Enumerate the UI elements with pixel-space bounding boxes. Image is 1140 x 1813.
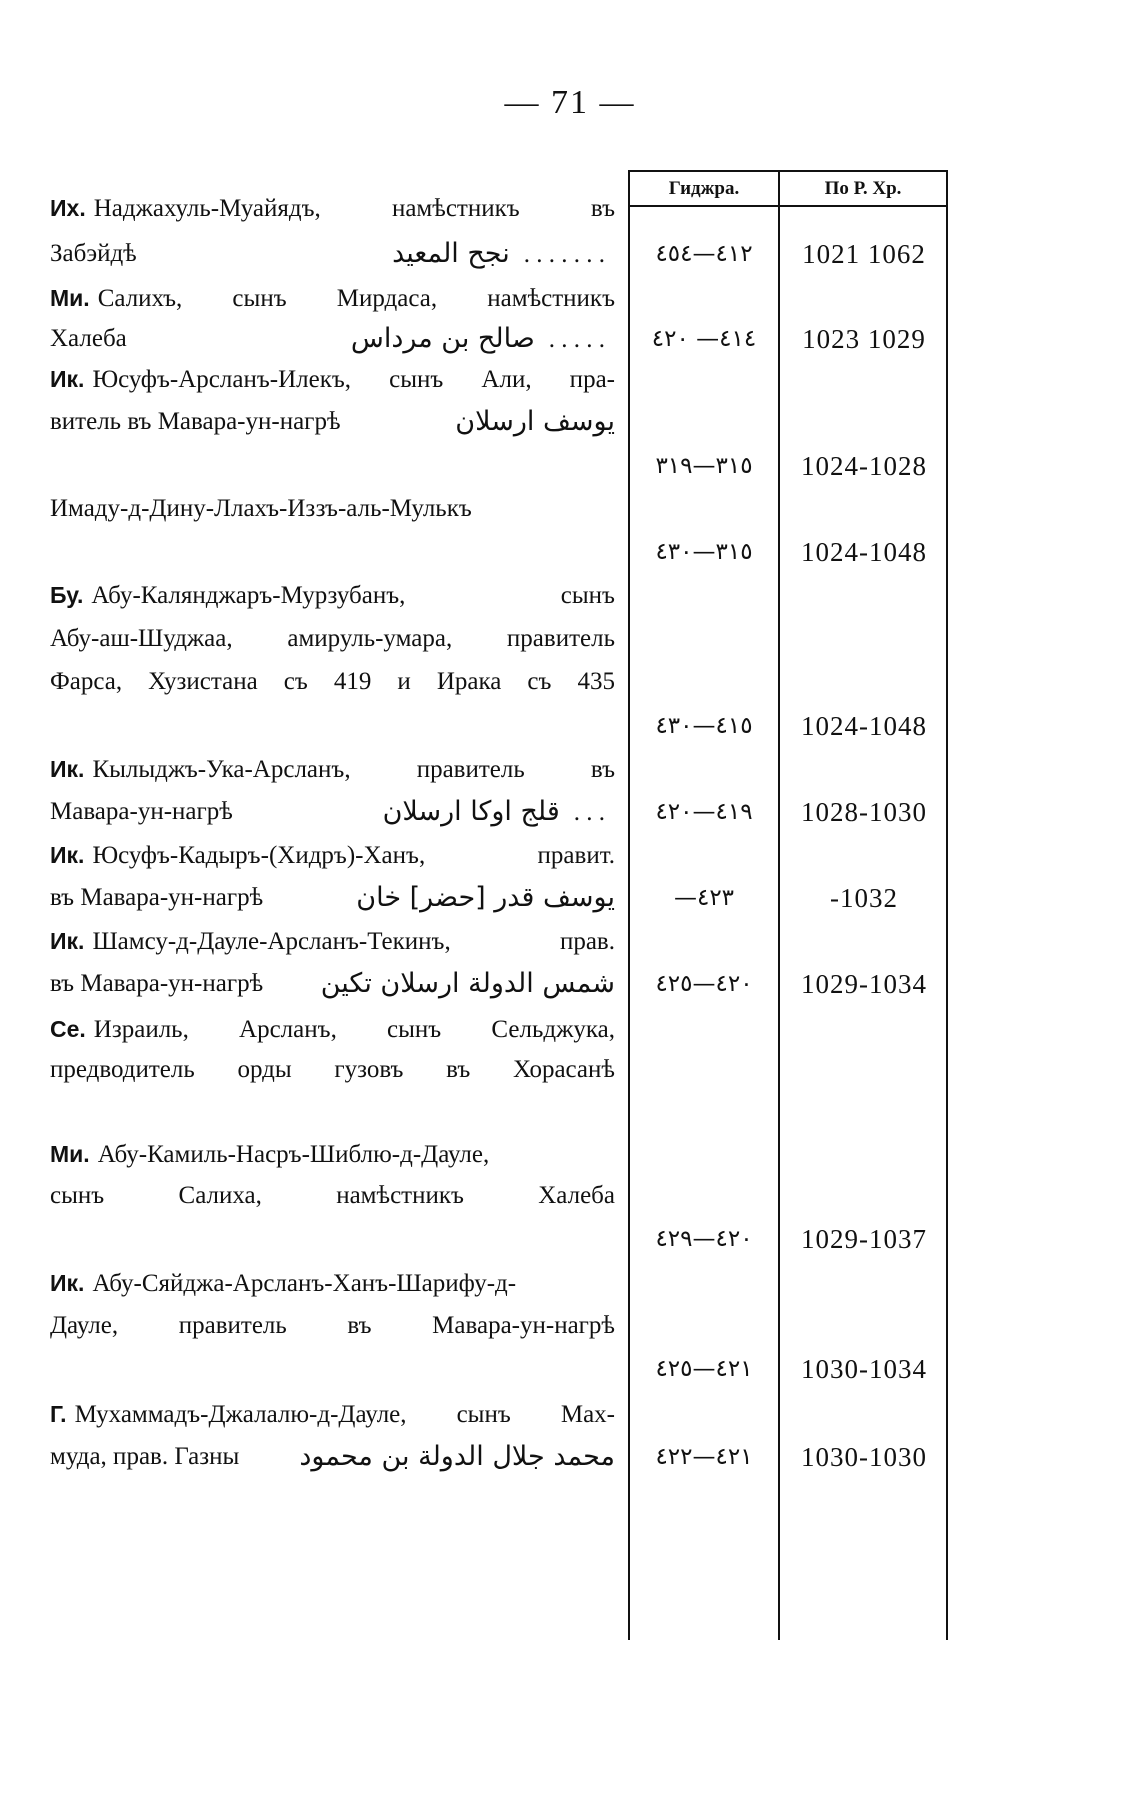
entry-text: Абу-Камиль-Насръ-Шиблю-д-Дауле, xyxy=(97,1141,490,1168)
entry-text: въ Мавара-ун-нагрѣ xyxy=(50,970,264,997)
leader-dots: . . . . . . . xyxy=(523,241,605,268)
arabic-name-group xyxy=(321,967,615,1001)
entry-line xyxy=(50,1440,615,1474)
christian-date-range: 1024-1028 xyxy=(801,451,927,481)
column-divider xyxy=(778,170,780,1640)
arabic-name: يوسف ارسلان xyxy=(455,406,615,437)
entry-line xyxy=(50,492,615,526)
dynasty-abbreviation: Ик. xyxy=(50,842,85,868)
entry-line xyxy=(50,881,615,915)
entry-text: Мухаммадъ-Джалалю-д-Дауле, сынъ Мах- xyxy=(74,1401,615,1428)
entry-line xyxy=(50,665,615,699)
arabic-name: يوسف قدر [حضر] خان xyxy=(356,882,615,913)
entry-text: Имаду-д-Дину-Ллахъ-Иззъ-аль-Мулькъ xyxy=(50,495,472,522)
entry-line xyxy=(50,578,615,613)
entry-line xyxy=(50,1137,615,1172)
hijra-date-range: ٤٢١—٤٢٥ xyxy=(655,1356,753,1382)
entry-line xyxy=(50,237,615,271)
hijra-date-range: ٤٢٠—٤٢٥ xyxy=(655,971,753,997)
arabic-name-group xyxy=(383,795,615,829)
hijra-date-range: —٤٢٣ xyxy=(673,885,735,911)
christian-date-range: 1023 1029 xyxy=(802,324,926,354)
christian-era-column-header: По Р. Хр. xyxy=(824,178,902,199)
entry-text: Юсуфъ-Арсланъ-Илекъ, сынъ Али, пра- xyxy=(92,366,615,393)
arabic-name: صالح بن مرداس xyxy=(350,323,535,354)
dynasty-abbreviation: Ик. xyxy=(50,366,85,392)
dynasty-abbreviation: Ми. xyxy=(50,285,90,311)
hijra-date-range: ٤٢٠—٤٢٩ xyxy=(655,1226,753,1252)
entry-text: Кылыджъ-Ука-Арсланъ, правитель въ xyxy=(92,756,615,783)
entry-line xyxy=(50,967,615,1001)
entry-text: Фарса, Хузистана съ 419 и Ирака съ 435 xyxy=(50,668,615,695)
christian-date-range: 1029-1034 xyxy=(801,969,927,999)
christian-date-range: -1032 xyxy=(830,883,898,913)
entry-text: Халеба xyxy=(50,325,127,352)
dynasty-abbreviation: Ик. xyxy=(50,928,85,954)
entry-text: Юсуфъ-Кадыръ-(Хидръ)-Ханъ, правит. xyxy=(92,842,615,869)
entry-line xyxy=(50,622,615,656)
entry-line xyxy=(50,1179,615,1213)
hijra-date-range: ٣١٥—٤٣٠ xyxy=(655,539,753,565)
arabic-name: نجح المعيد xyxy=(392,238,510,269)
entry-text: Мавара-ун-нагрѣ xyxy=(50,798,233,825)
arabic-name-group xyxy=(356,881,615,915)
entry-text: въ Мавара-ун-нагрѣ xyxy=(50,884,264,911)
entry-text: муда, прав. Газны xyxy=(50,1443,240,1470)
page-number: — 71 — xyxy=(504,84,636,121)
dynasty-abbreviation: Ми. xyxy=(50,1141,90,1167)
entry-text: предводитель орды гузовъ въ Хорасанѣ xyxy=(50,1056,615,1083)
entry-text: Абу-Сяйджа-Арсланъ-Ханъ-Шарифу-д- xyxy=(92,1270,517,1297)
dynasty-abbreviation: Ик. xyxy=(50,1270,85,1296)
arabic-name-group xyxy=(299,1440,615,1474)
christian-date-range: 1024-1048 xyxy=(801,537,927,567)
hijra-date-range: ٤١٤— ٤٢٠ xyxy=(651,326,757,352)
entry-line xyxy=(50,1397,615,1432)
leader-dots: . . . xyxy=(573,799,605,826)
dynasty-abbreviation: Ик. xyxy=(50,756,85,782)
entry-text: Забэйдѣ xyxy=(50,240,137,267)
entry-text: Абу-Калянджаръ-Мурзубанъ, сынъ xyxy=(91,582,615,609)
arabic-name-group xyxy=(392,237,615,271)
header-rule xyxy=(630,205,946,207)
arabic-name-group xyxy=(455,405,615,439)
entry-line xyxy=(50,795,615,829)
arabic-name: محمد جلال الدولة بن محمود xyxy=(299,1441,615,1472)
christian-date-range: 1029-1037 xyxy=(801,1224,927,1254)
dynasty-abbreviation: Их. xyxy=(50,195,86,221)
entry-text: Наджахуль-Муайядъ, намѣстникъ въ xyxy=(93,195,615,222)
entry-line xyxy=(50,322,615,356)
arabic-name: شمس الدولة ارسلان تكين xyxy=(320,968,615,999)
hijra-column-header: Гиджра. xyxy=(668,178,740,199)
arabic-name-group xyxy=(351,322,615,356)
entry-line xyxy=(50,191,615,226)
entry-line xyxy=(50,1053,615,1087)
entry-line xyxy=(50,281,615,316)
entry-line xyxy=(50,924,615,959)
entry-text: Дауле, правитель въ Мавара-ун-нагрѣ xyxy=(50,1312,615,1339)
entry-text: Салихъ, сынъ Мирдаса, намѣстникъ xyxy=(97,285,615,312)
arabic-name: قلج اوكا ارسلان xyxy=(382,796,560,827)
entry-text: Абу-аш-Шуджаа, амируль-умара, правитель xyxy=(50,625,615,652)
christian-date-range: 1021 1062 xyxy=(802,239,926,269)
entry-text: Израиль, Арсланъ, сынъ Сельджука, xyxy=(93,1016,615,1043)
entry-text: витель въ Мавара-ун-нагрѣ xyxy=(50,408,341,435)
hijra-date-range: ٣١٥—٣١٩ xyxy=(655,453,753,479)
entry-line xyxy=(50,752,615,787)
entry-line xyxy=(50,362,615,397)
dynasty-abbreviation: Г. xyxy=(50,1401,67,1427)
entry-text: Шамсу-д-Дауле-Арсланъ-Текинъ, прав. xyxy=(92,928,615,955)
dynasty-abbreviation: Бу. xyxy=(50,582,84,608)
christian-date-range: 1024-1048 xyxy=(801,711,927,741)
entry-line xyxy=(50,1012,615,1047)
entry-text: сынъ Салиха, намѣстникъ Халеба xyxy=(50,1182,615,1209)
leader-dots: . . . . . xyxy=(548,326,605,353)
dynasty-abbreviation: Се. xyxy=(50,1016,86,1042)
hijra-date-range: ٤٢١—٤٢٢ xyxy=(655,1444,753,1470)
entry-line xyxy=(50,405,615,439)
entry-line xyxy=(50,1309,615,1343)
christian-date-range: 1030-1034 xyxy=(801,1354,927,1384)
hijra-date-range: ٤١٢—٤٥٤ xyxy=(655,241,753,267)
hijra-date-range: ٤١٥—٤٣٠ xyxy=(655,713,753,739)
entry-line xyxy=(50,1266,615,1301)
christian-date-range: 1030-1030 xyxy=(801,1442,927,1472)
entry-line xyxy=(50,838,615,873)
hijra-date-range: ٤١٩—٤٢٠ xyxy=(655,799,753,825)
christian-date-range: 1028-1030 xyxy=(801,797,927,827)
